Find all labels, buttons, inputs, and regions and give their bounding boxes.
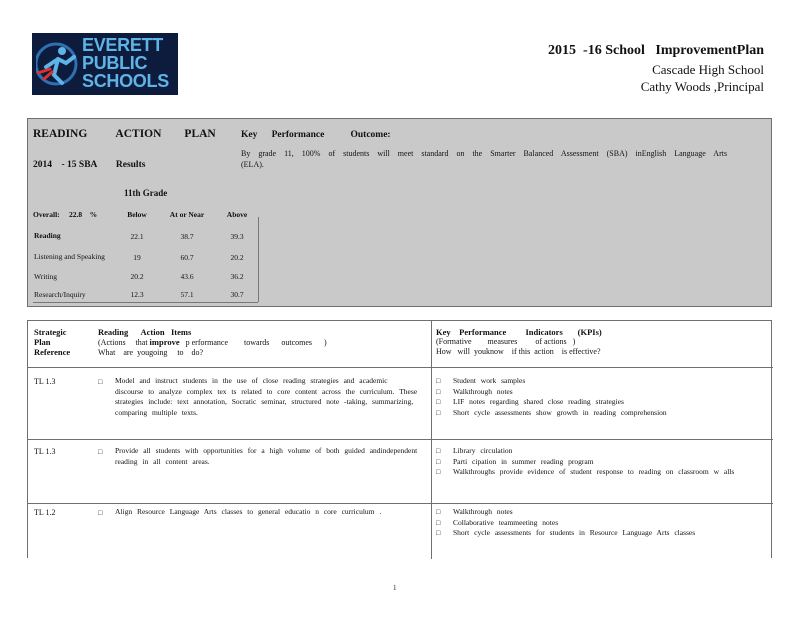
below-value: 20.2 xyxy=(130,272,144,281)
list-item: □ Short cycle assessments for students in Resource Language Arts classes xyxy=(436,528,766,539)
at-or-near-value: 43.6 xyxy=(180,272,194,281)
below-header: Below xyxy=(127,210,147,219)
row-label: Listening and Speaking xyxy=(34,252,105,261)
logo-text-line3: SCHOOLS xyxy=(82,71,169,91)
list-item: □ Walkthroughs provide evidence of student response to reading on classroom w alls xyxy=(436,467,766,478)
key-performance-outcome-heading: Key Performance Outcome: xyxy=(241,130,391,140)
at-or-near-value: 60.7 xyxy=(180,252,194,262)
list-item: □ Walkthrough notes xyxy=(436,387,766,398)
table-row xyxy=(33,286,261,303)
subtitle-pre: (Actions that xyxy=(98,338,150,347)
list-item: □ Parti cipation in summer reading program xyxy=(436,457,766,468)
table-row xyxy=(33,225,261,247)
kpi-subtitle: (Formative measures of actions ) xyxy=(436,337,576,346)
title-block xyxy=(548,42,764,95)
list-item: □ Short cycle assessments show growth in reading comprehension xyxy=(436,408,766,419)
principal-name: Cathy Woods ,Principal xyxy=(640,79,764,94)
overall-header: Overall: 22.8 % xyxy=(33,210,98,219)
subtitle-bold: improve xyxy=(149,337,180,347)
document-title: 2015 -16 School ImprovementPlan xyxy=(548,43,764,58)
kpi-list xyxy=(436,446,766,478)
district-logo xyxy=(32,33,178,95)
logo-text-line1: EVERETT xyxy=(82,35,163,55)
checkbox-bullet-icon: □ xyxy=(98,378,103,386)
list-item: □ LIF notes regarding shared close reading strategies xyxy=(436,397,766,408)
action-item-text: Provide all students with opportunities for a high volume of both guided andindependent reading in all content areas. xyxy=(115,446,418,466)
row-divider xyxy=(28,439,773,440)
row-divider xyxy=(28,503,773,504)
below-value: 12.3 xyxy=(130,290,144,299)
kpi-list xyxy=(436,507,766,539)
row-label: Writing xyxy=(34,271,58,281)
action-items-title: Reading Action Items xyxy=(98,327,192,337)
summary-box xyxy=(27,118,772,307)
sba-results-heading: 2014 - 15 SBA Results xyxy=(33,160,146,170)
action-item-text: Model and instruct students in the use of close reading strategies and academic discourse to analyze complex tex ts related to core content across the curriculum. These strategies include: text annotation, Socratic seminar, structured note -taking, summarizing, comparing multiple texts. xyxy=(115,376,418,417)
header-line: Strategic xyxy=(34,327,67,337)
grade-label: 11th Grade xyxy=(124,188,168,198)
column-divider xyxy=(431,321,432,559)
list-item: □ Walkthrough notes xyxy=(436,507,766,518)
kpi-list xyxy=(436,376,766,418)
sba-results-table xyxy=(33,204,261,303)
header-line: Plan xyxy=(34,337,51,347)
kpi-header xyxy=(436,327,766,357)
kpi-question: How will youknow if this action is effective? xyxy=(436,347,601,356)
header-line: Reference xyxy=(34,347,71,357)
row-label: Reading xyxy=(34,231,61,240)
action-item-text: Align Resource Language Arts classes to general educatio n core curriculum . xyxy=(115,507,382,516)
page-number: 1 xyxy=(393,584,397,592)
at-or-near-header: At or Near xyxy=(169,210,205,219)
checkbox-bullet-icon: □ xyxy=(98,509,103,517)
at-or-near-value: 38.7 xyxy=(180,231,194,241)
table-border-bottom xyxy=(33,302,258,303)
above-value: 20.2 xyxy=(230,252,244,262)
row-divider xyxy=(28,367,773,368)
action-items-header xyxy=(98,327,418,358)
table-row xyxy=(33,247,261,267)
strategic-reference: TL 1.2 xyxy=(34,508,56,517)
above-header: Above xyxy=(226,210,248,219)
list-item: □ Student work samples xyxy=(436,376,766,387)
logo-text-line2: PUBLIC xyxy=(82,53,148,73)
kpi-title: Key Performance Indicators (KPIs) xyxy=(436,327,602,337)
below-value: 19 xyxy=(133,252,141,262)
strategic-reference: TL 1.3 xyxy=(34,447,56,456)
at-or-near-value: 57.1 xyxy=(180,290,194,299)
subtitle-post: p erformance towards outcomes ) xyxy=(179,338,327,347)
outcome-text: By grade 11, 100% of students will meet standard on the Smarter Balanced Assessment (SBA) inEnglish Language Arts (ELA). xyxy=(241,149,728,169)
list-item: □ Library circulation xyxy=(436,446,766,457)
table-row xyxy=(33,267,261,286)
checkbox-bullet-icon: □ xyxy=(98,448,103,456)
action-plan-table xyxy=(27,320,772,558)
above-value: 39.3 xyxy=(230,231,244,241)
action-items-subtitle xyxy=(98,337,418,348)
strategic-reference: TL 1.3 xyxy=(34,377,56,386)
runner-swoosh-icon xyxy=(36,37,84,91)
strategic-plan-reference-header xyxy=(34,327,70,357)
above-value: 30.7 xyxy=(230,290,244,299)
below-value: 22.1 xyxy=(130,231,144,241)
school-name: Cascade High School xyxy=(652,62,764,77)
above-value: 36.2 xyxy=(230,272,244,281)
table-border-right xyxy=(258,217,259,302)
row-label: Research/Inquiry xyxy=(34,289,86,299)
list-item: □ Collaborative teammeeting notes xyxy=(436,518,766,529)
reading-action-plan-heading: READING ACTION PLAN xyxy=(33,128,216,140)
action-items-question: What are yougoing to do? xyxy=(98,348,204,357)
